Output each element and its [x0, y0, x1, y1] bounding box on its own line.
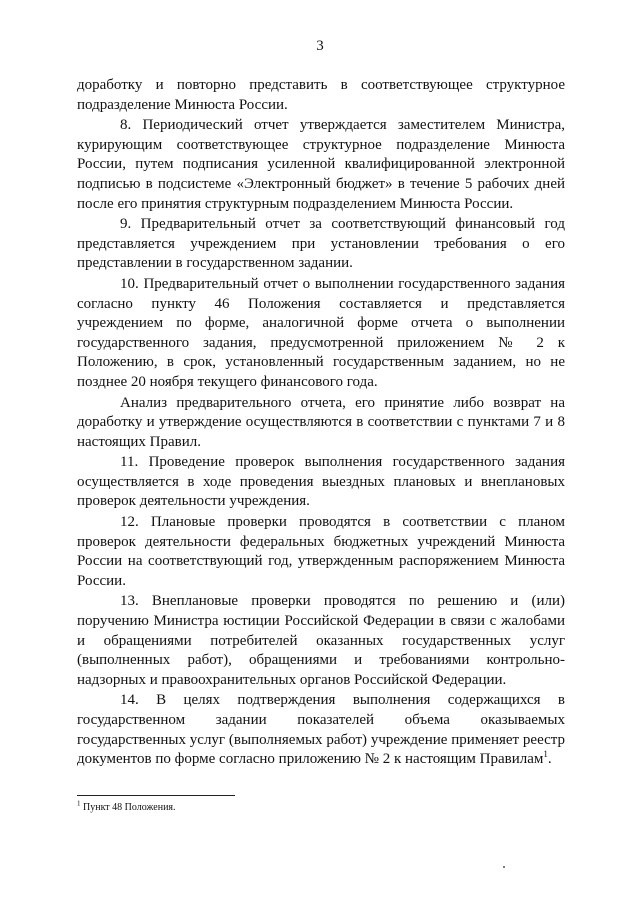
- document-body: [77, 76, 565, 770]
- paragraph-10-analysis: Анализ предварительного отчета, его принятие либо возврат на доработку и утверждение осуществляются в соответствии с пунктами 7 и 8 настоящих Правил.: [77, 394, 565, 450]
- paragraph-11: 11. Проведение проверок выполнения государственного задания осуществляется в ходе проведения выездных плановых и внеплановых проверок деятельности учреждения.: [77, 454, 565, 510]
- page-number: 3: [316, 38, 324, 54]
- footnote-separator: [77, 795, 235, 796]
- paragraph-continuation: доработку и повторно представить в соответствующее структурное подразделение Минюста России.: [77, 77, 565, 113]
- paragraph-9: 9. Предварительный отчет за соответствующий финансовый год представляется учреждением при установлении требования о его представлении в государственном задании.: [77, 216, 565, 272]
- footnote: [77, 799, 176, 813]
- paragraph-10: 10. Предварительный отчет о выполнении государственного задания согласно пункту 46 Положения составляется и представляется учреждением по форме, аналогичной форме отчета о выполнении государственного задания, предусмотренной приложением № 2 к Положению, в срок, установленный государственным заданием, но не позднее 20 ноября текущего финансового года.: [77, 275, 565, 390]
- paragraph-13: 13. Внеплановые проверки проводятся по решению и (или) поручению Министра юстиции Российской Федерации в связи с жалобами и обращениями потребителей оказанных государственных услуг (выполненных работ), обращениями и требованиями контрольно-надзорных и правоохранительных органов Российской Федерации.: [77, 593, 565, 688]
- paragraph-8: 8. Периодический отчет утверждается заместителем Министра, курирующим соответствующее структурное подразделение Минюста России, путем подписания усиленной квалифицированной электронной подписью в подсистеме «Электронный бюджет» в течение 5 рабочих дней после его принятия структурным подразделением Минюста России.: [77, 117, 565, 212]
- footnote-text: Пункт 48 Положения.: [80, 802, 176, 813]
- paragraph-14: 14. В целях подтверждения выполнения содержащихся в государственном задании показателей объема оказываемых государственных услуг (выполняемых работ) учреждение применяет реестр документов по форме согласно приложению № 2 к настоящим Правилам$^1$.: [77, 692, 565, 768]
- paragraph-12: 12. Плановые проверки проводятся в соответствии с планом проверок деятельности федеральных бюджетных учреждений Минюста России на соответствующий год, утвержденным распоряжением Минюста России.: [77, 514, 565, 589]
- paragraph-14-text: 14. В целях подтверждения выполнения содержащихся в государственном задании показателей объема оказываемых государственных услуг (выполняемых работ) учреждение применяет реестр документов по форме согласно приложению № 2 к настоящим Правилам: [77, 692, 565, 768]
- footnote-reference: 1: [543, 749, 548, 760]
- scan-speck: [503, 866, 505, 868]
- footnote-marker: 1: [77, 799, 81, 808]
